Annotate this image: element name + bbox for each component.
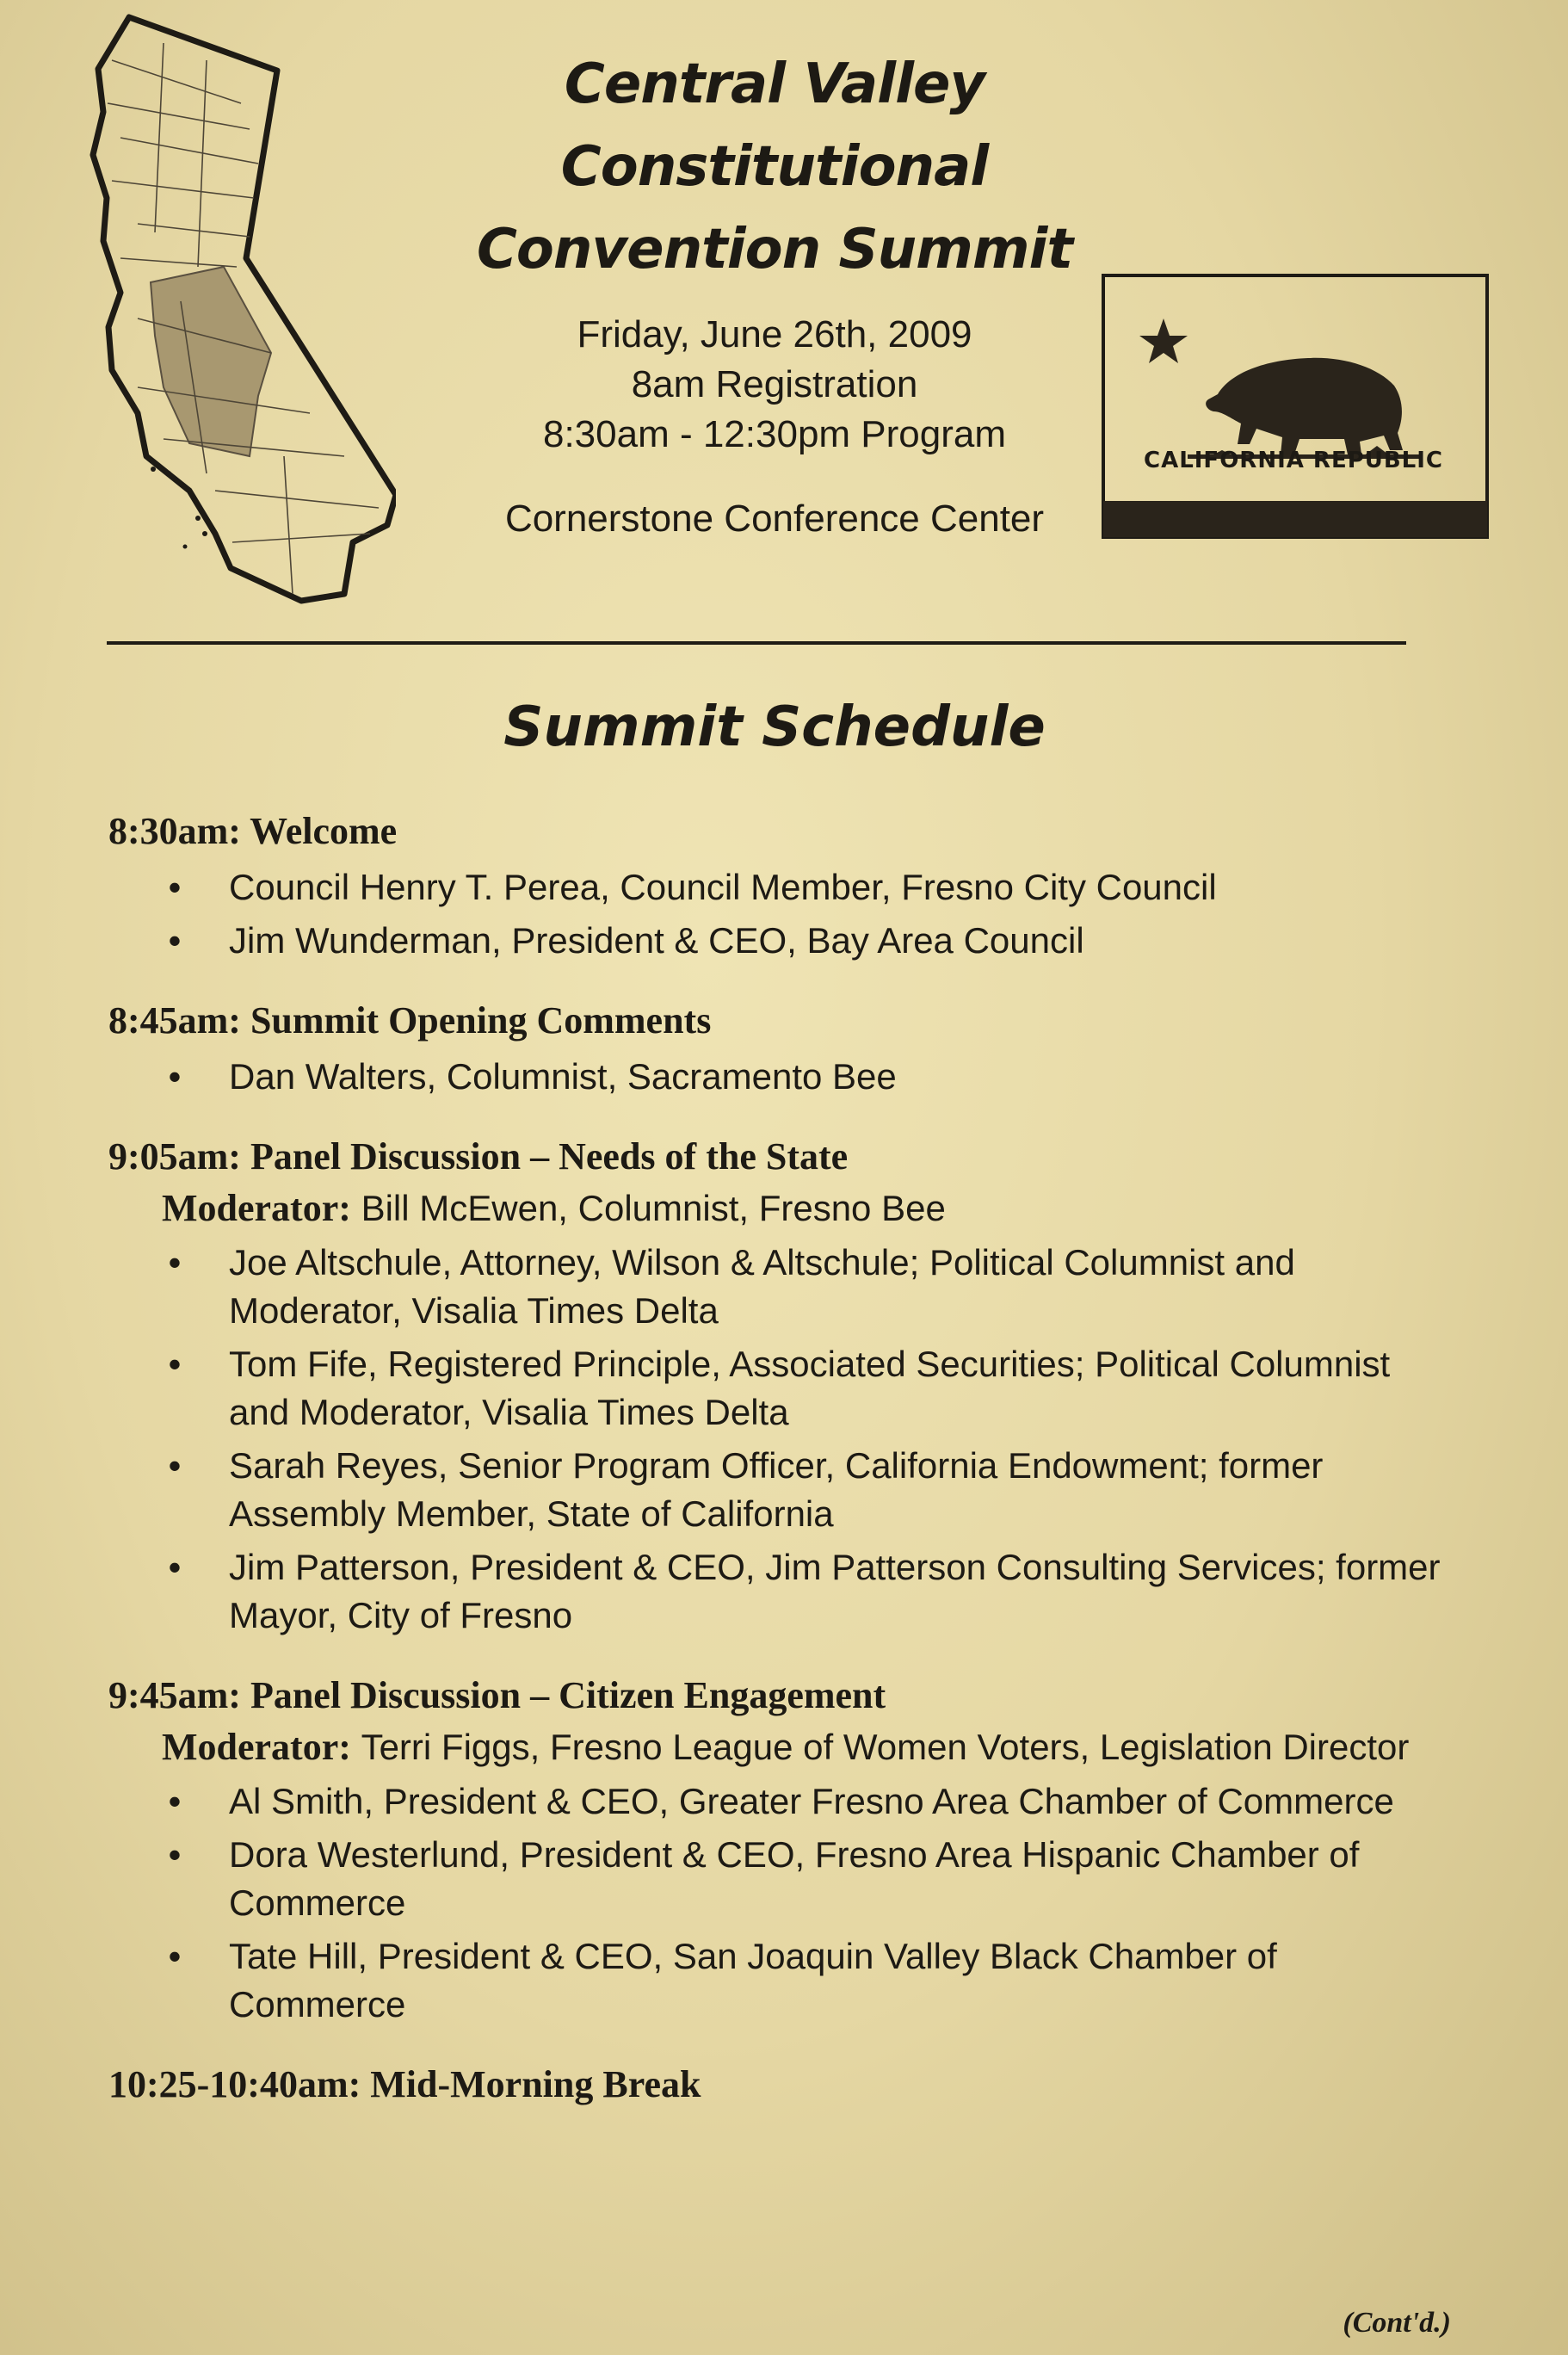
schedule-block-welcome	[108, 805, 1451, 965]
california-map	[86, 9, 396, 611]
schedule-title: Summit Schedule	[503, 695, 1046, 759]
schedule-block-needs-of-state	[108, 1130, 1451, 1640]
schedule	[108, 805, 1451, 2141]
speaker-list	[108, 1053, 1451, 1101]
bullet-icon: •	[168, 1242, 182, 1283]
bullet-icon: •	[168, 1344, 182, 1384]
bullet-icon: •	[168, 1834, 182, 1875]
bullet-icon: •	[168, 1547, 182, 1587]
event-date: Friday, June 26th, 2009	[577, 313, 972, 355]
list-item	[108, 1932, 1451, 2029]
flag-bear-icon	[1188, 358, 1420, 459]
continued-note: (Cont'd.)	[1343, 2307, 1451, 2339]
block-time-heading: 8:30am: Welcome	[108, 810, 398, 852]
moderator-name: Bill McEwen, Columnist, Fresno Bee	[361, 1188, 946, 1228]
bullet-icon: •	[168, 1445, 182, 1486]
schedule-block-citizen-engagement	[108, 1669, 1451, 2029]
list-item	[108, 1442, 1451, 1538]
flag-star-icon	[1139, 318, 1188, 363]
list-item	[108, 1053, 1451, 1101]
event-venue: Cornerstone Conference Center	[504, 498, 1045, 540]
list-item	[108, 917, 1451, 965]
speaker-text: Joe Altschule, Attorney, Wilson & Altschule; Political Columnist and Moderator, Visalia Times Delta	[229, 1242, 1295, 1331]
speaker-list	[108, 863, 1451, 965]
moderator-line	[108, 1184, 1451, 1233]
event-program: 8:30am - 12:30pm Program	[542, 413, 1007, 455]
block-time-heading: 8:45am: Summit Opening Comments	[108, 999, 712, 1042]
moderator-label: Moderator:	[162, 1726, 351, 1768]
speaker-text: Tom Fife, Registered Principle, Associated Securities; Political Columnist and Moderator, Visalia Times Delta	[229, 1344, 1391, 1432]
speaker-text: Dora Westerlund, President & CEO, Fresno Area Hispanic Chamber of Commerce	[229, 1834, 1360, 1923]
moderator-line	[108, 1722, 1451, 1772]
speaker-text: Al Smith, President & CEO, Greater Fresno Area Chamber of Commerce	[229, 1781, 1394, 1821]
speaker-text: Tate Hill, President & CEO, San Joaquin Valley Black Chamber of Commerce	[229, 1936, 1277, 2024]
bullet-icon: •	[168, 867, 182, 907]
block-time-heading: 9:05am: Panel Discussion – Needs of the State	[108, 1135, 849, 1178]
list-item	[108, 1831, 1451, 1927]
speaker-text: Dan Walters, Columnist, Sacramento Bee	[229, 1056, 897, 1097]
header-divider	[107, 641, 1406, 645]
bullet-icon: •	[168, 1781, 182, 1821]
schedule-block-opening	[108, 994, 1451, 1101]
moderator-label: Moderator:	[162, 1187, 351, 1229]
flag-text: CALIFORNIA REPUBLIC	[1143, 448, 1444, 473]
title-line-2: Convention Summit	[476, 218, 1073, 281]
speaker-text: Sarah Reyes, Senior Program Officer, California Endowment; former Assembly Member, State of California	[229, 1445, 1324, 1534]
list-item	[108, 1543, 1451, 1640]
block-time-heading: 9:45am: Panel Discussion – Citizen Engagement	[108, 1674, 886, 1716]
title-line-1: Central Valley Constitutional	[560, 53, 989, 199]
list-item	[108, 1340, 1451, 1437]
speaker-text: Jim Wunderman, President & CEO, Bay Area Council	[229, 920, 1084, 961]
event-registration: 8am Registration	[631, 363, 918, 405]
event-title	[361, 43, 1188, 291]
speaker-text: Council Henry T. Perea, Council Member, Fresno City Council	[229, 867, 1217, 907]
moderator-name: Terri Figgs, Fresno League of Women Voters, Legislation Director	[361, 1727, 1410, 1767]
list-item	[108, 1239, 1451, 1335]
california-flag	[1102, 274, 1489, 539]
speaker-list	[108, 1777, 1451, 2029]
central-valley-region	[151, 267, 271, 456]
bullet-icon: •	[168, 920, 182, 961]
speaker-text: Jim Patterson, President & CEO, Jim Patterson Consulting Services; former Mayor, City of Fresno	[229, 1547, 1441, 1635]
speaker-list	[108, 1239, 1451, 1640]
bullet-icon: •	[168, 1936, 182, 1976]
schedule-block-break	[108, 2058, 1451, 2111]
list-item	[108, 1777, 1451, 1826]
list-item	[108, 863, 1451, 912]
bullet-icon: •	[168, 1056, 182, 1097]
block-time-heading: 10:25-10:40am: Mid-Morning Break	[108, 2063, 701, 2105]
event-info	[448, 310, 1102, 544]
